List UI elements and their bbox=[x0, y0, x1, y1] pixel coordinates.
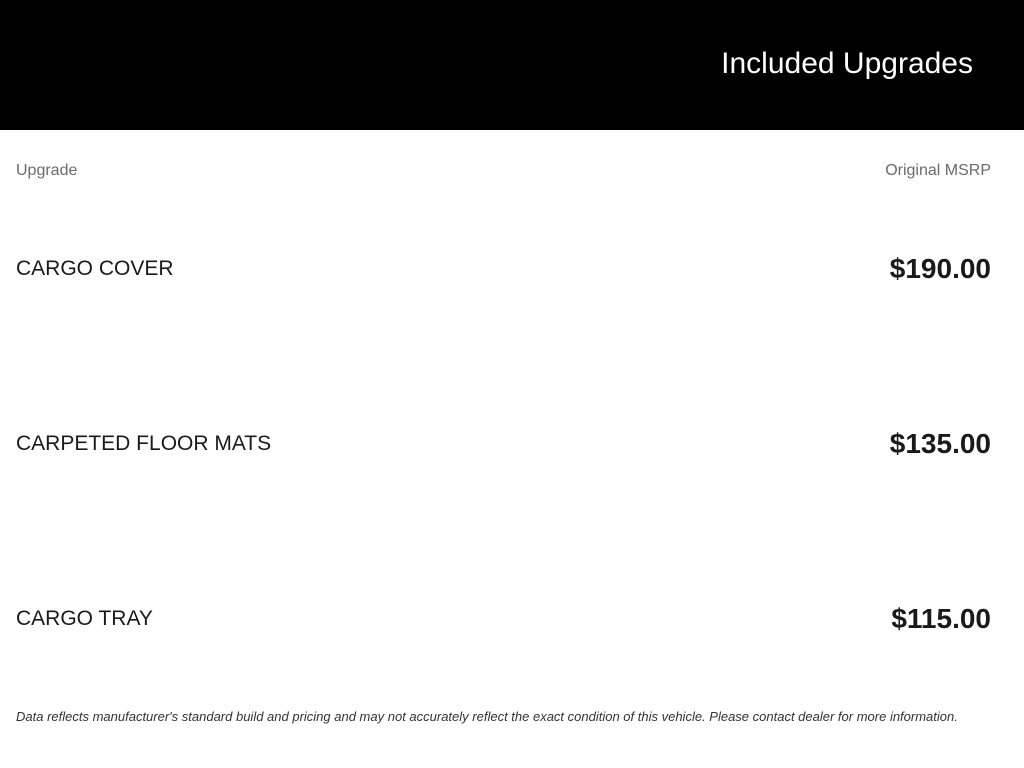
table-row bbox=[0, 531, 1024, 706]
header-bar bbox=[0, 0, 1024, 130]
disclaimer-text: Data reflects manufacturer's standard build and pricing and may not accurately reflect the exact condition of this vehicle. Please contact dealer for more information. bbox=[16, 709, 958, 724]
table-row bbox=[0, 181, 1024, 356]
upgrade-price: $115.00 bbox=[891, 602, 991, 634]
page-title: Included Upgrades bbox=[721, 47, 973, 80]
upgrade-name: CARGO TRAY bbox=[16, 606, 153, 630]
column-header-original-msrp: Original MSRP bbox=[885, 162, 991, 179]
upgrade-name: CARGO COVER bbox=[16, 256, 174, 280]
table-header-row bbox=[0, 161, 1024, 181]
included-upgrades-section bbox=[0, 161, 1024, 725]
table-row bbox=[0, 356, 1024, 531]
upgrade-price: $190.00 bbox=[889, 252, 991, 284]
column-header-upgrade: Upgrade bbox=[16, 162, 78, 179]
upgrades-table bbox=[0, 181, 1024, 706]
upgrade-name: CARPETED FLOOR MATS bbox=[16, 431, 272, 455]
upgrade-price: $135.00 bbox=[889, 427, 991, 459]
